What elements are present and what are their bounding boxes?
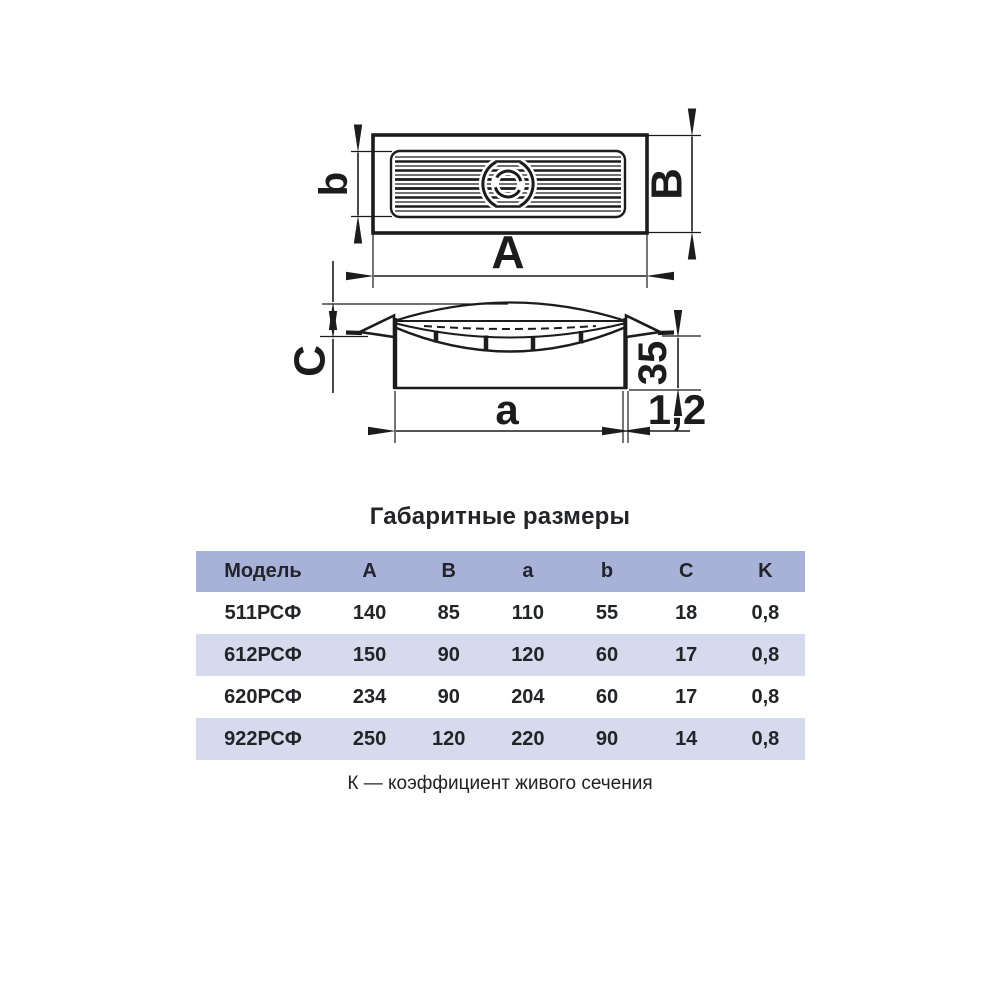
- cell-K: 0,8: [726, 718, 805, 760]
- cell-model: 612РСФ: [196, 634, 330, 676]
- column-header-b: b: [567, 551, 646, 592]
- cell-A: 140: [330, 592, 409, 634]
- dimension-label-C: C: [285, 345, 335, 377]
- cell-model: 922РСФ: [196, 718, 330, 760]
- hidden-edge-dashed: [424, 326, 596, 329]
- dimension-label-A: A: [491, 226, 525, 278]
- dimension-label-thickness: 1,2: [647, 386, 707, 433]
- cell-A: 234: [330, 676, 409, 718]
- cell-K: 0,8: [726, 634, 805, 676]
- cell-b: 60: [567, 634, 646, 676]
- cell-a: 220: [488, 718, 567, 760]
- cell-C: 17: [647, 634, 726, 676]
- cell-B: 85: [409, 592, 488, 634]
- cell-K: 0,8: [726, 676, 805, 718]
- dimension-label-B: B: [642, 168, 692, 200]
- column-header-B: B: [409, 551, 488, 592]
- dimension-label-35: 35: [631, 340, 675, 386]
- cell-model: 620РСФ: [196, 676, 330, 718]
- cover-top-curve: [394, 303, 626, 322]
- cell-model: 511РСФ: [196, 592, 330, 634]
- cell-B: 120: [409, 718, 488, 760]
- table-row: [196, 676, 805, 718]
- page-title: Габаритные размеры: [369, 503, 631, 530]
- front-view: [351, 135, 701, 288]
- cell-A: 250: [330, 718, 409, 760]
- cell-a: 204: [488, 676, 567, 718]
- table-row: [196, 634, 805, 676]
- dimension-label-b: b: [312, 171, 356, 197]
- louver-top-curve: [394, 323, 626, 338]
- cell-A: 150: [330, 634, 409, 676]
- column-header-K: K: [726, 551, 805, 592]
- table-footnote: К — коэффициент живого сечения: [347, 773, 653, 794]
- table-row: [196, 592, 805, 634]
- cell-b: 60: [567, 676, 646, 718]
- cell-B: 90: [409, 634, 488, 676]
- dimension-label-a: a: [495, 386, 519, 433]
- cell-b: 90: [567, 718, 646, 760]
- cell-K: 0,8: [726, 592, 805, 634]
- cell-C: 18: [647, 592, 726, 634]
- table-header-row: [196, 551, 805, 592]
- cell-a: 110: [488, 592, 567, 634]
- dimensions-table: [196, 551, 805, 760]
- cell-b: 55: [567, 592, 646, 634]
- cell-C: 17: [647, 676, 726, 718]
- grille-slats: [395, 157, 621, 211]
- column-header-C: C: [647, 551, 726, 592]
- cell-C: 14: [647, 718, 726, 760]
- column-header-a: a: [488, 551, 567, 592]
- column-header-A: A: [330, 551, 409, 592]
- flanges: [346, 316, 674, 338]
- cell-B: 90: [409, 676, 488, 718]
- column-header-model: Модель: [196, 551, 330, 592]
- cell-a: 120: [488, 634, 567, 676]
- technical-drawing: [0, 0, 1000, 470]
- table-row: [196, 718, 805, 760]
